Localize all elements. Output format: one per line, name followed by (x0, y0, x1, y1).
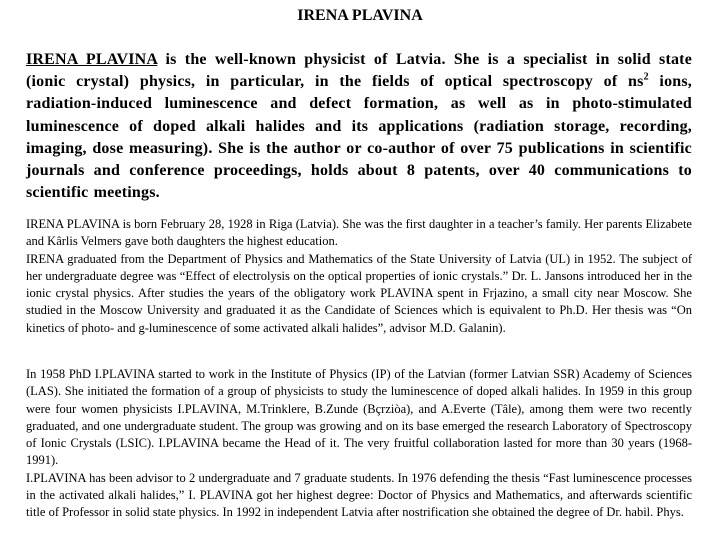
biography-paragraph-birth: IRENA PLAVINA is born February 28, 1928 in Riga (Latvia). She was the first daughter in a teacher’s family. Her parents Elizabete and Kârlis Velmers gave both daughters the highest education. (26, 217, 692, 249)
intro-name: IRENA PLAVINA (26, 51, 158, 68)
intro-text-before-sup: is the well-known physicist of Latvia. She is a specialist in solid state (ionic crystal) physics, in particular, in the fields of optical spectroscopy of ns (26, 51, 693, 91)
biography-block-early-life (26, 216, 692, 337)
intro-text-after-sup: ions, radiation-induced luminescence and defect formation, as well as in photo-stimulated luminescence of doped alkali halides and its applications (radiation storage, recording, imaging, dose measuring). She is the author or co-author of over 75 publications in scientific journals and conference proceedings, holds about 8 patents, over 40 communications to scientific meetings. (26, 73, 693, 202)
biography-block-career (26, 366, 692, 522)
superscript-2: 2 (643, 71, 649, 83)
biography-paragraph-advising: I.PLAVINA has been advisor to 2 undergraduate and 7 graduate students. In 1976 defending the thesis “Fast luminescence processes in the activated alkali halides,” I. PLAVINA got her highest degree: Doctor of Physics and Mathematics, and afterwards scientific title of Professor in solid state physics. In 1992 in independent Latvia after nostrification she obtained the degree of Dr. habil. Phys. (26, 470, 692, 520)
page-title: IRENA PLAVINA (297, 7, 423, 24)
biography-paragraph-institute: In 1958 PhD I.PLAVINA started to work in the Institute of Physics (IP) of the Latvian (former Latvian SSR) Academy of Sciences (LAS). She initiated the formation of a group of physicists to study the luminescence of doped alkali halides. In 1959 in this group were four women physicists I.PLAVINA, M.Trinklere, B.Zunde (Bçrziòa), and A.Everte (Tâle), among them were two recently graduated, and one undergraduate student. The group was growing and on its base emerged the research Laboratory of Spectroscopy of Ionic Crystals (LSIC). I.PLAVINA became the Head of it. The very fruitful collaboration lasted for more than 30 years (1968-1991). (26, 367, 692, 468)
biography-paragraph-education: IRENA graduated from the Department of Physics and Mathematics of the State University of Latvia (UL) in 1952. The subject of her undergraduate degree was “Effect of electrolysis on the optical properties of ionic crystals.” Dr. L. Jansons introduced her in the ionic crystal physics. After studies the years of the obligatory work PLAVINA spent in Frjazino, a small city near Moscow. She studied in the Moscow University and graduated it as the Candidate of Sciences which is equivalent to Ph.D. Her thesis was “On kinetics of photo- and g-luminescence of some activated alkali halides”, advisor M.D. Galanin). (26, 251, 692, 335)
intro-paragraph (26, 49, 692, 204)
